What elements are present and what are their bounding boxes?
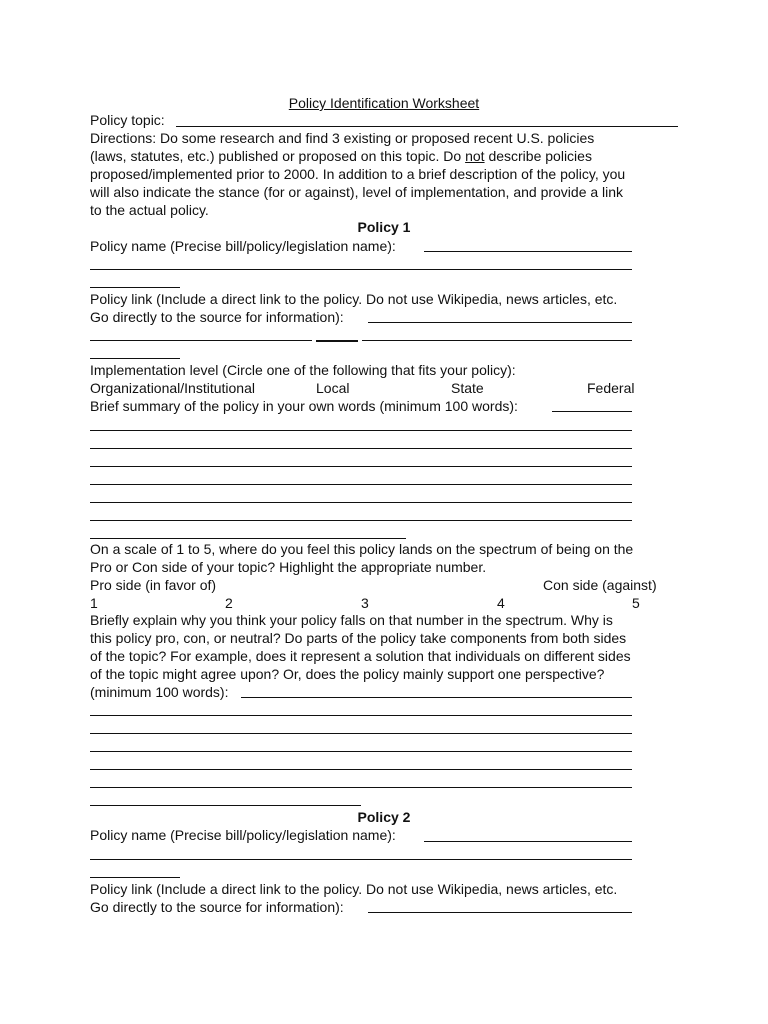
directions-not-emphasis: not bbox=[465, 148, 485, 164]
policy-1-implementation-label: Implementation level (Circle one of the following that fits your policy): bbox=[90, 362, 516, 378]
policy-1-link-blank[interactable] bbox=[368, 322, 632, 323]
directions-text: describe policies bbox=[484, 148, 592, 164]
level-option-federal[interactable]: Federal bbox=[587, 380, 635, 396]
explain-line-1: Briefly explain why you think your policy falls on that number in the spectrum. Why is bbox=[90, 612, 613, 628]
scale-option-2[interactable]: 2 bbox=[225, 595, 233, 611]
policy-1-link-blank[interactable] bbox=[90, 358, 180, 359]
level-option-local[interactable]: Local bbox=[316, 380, 350, 396]
policy-topic-label: Policy topic: bbox=[90, 112, 165, 128]
scale-option-3[interactable]: 3 bbox=[361, 595, 369, 611]
directions-line-5: to the actual policy. bbox=[90, 202, 209, 218]
level-option-state[interactable]: State bbox=[451, 380, 484, 396]
policy-2-heading: Policy 2 bbox=[357, 809, 411, 825]
explain-blank[interactable] bbox=[90, 787, 632, 788]
policy-topic-blank[interactable] bbox=[176, 126, 678, 127]
policy-1-name-blank[interactable] bbox=[90, 269, 632, 270]
explain-blank[interactable] bbox=[90, 751, 632, 752]
policy-1-link-blank[interactable] bbox=[362, 340, 632, 341]
explain-line-3: of the topic? For example, does it represent a solution that individuals on different sides bbox=[90, 648, 631, 664]
policy-1-summary-blank[interactable] bbox=[90, 502, 632, 503]
directions-line-3: proposed/implemented prior to 2000. In addition to a brief description of the policy, you bbox=[90, 166, 626, 182]
policy-2-link-label-line-2: Go directly to the source for information): bbox=[90, 899, 344, 915]
policy-1-link-label-line-1: Policy link (Include a direct link to the policy. Do not use Wikipedia, news articles, etc. bbox=[90, 291, 618, 307]
directions-line-2 bbox=[90, 147, 592, 165]
scale-question-line-2: Pro or Con side of your topic? Highlight the appropriate number. bbox=[90, 559, 487, 575]
policy-1-summary-blank[interactable] bbox=[90, 538, 406, 539]
policy-1-summary-blank[interactable] bbox=[552, 411, 632, 412]
policy-1-link-blank[interactable] bbox=[90, 340, 312, 341]
explain-blank[interactable] bbox=[90, 733, 632, 734]
policy-2-link-blank[interactable] bbox=[368, 912, 632, 913]
policy-1-name-label: Policy name (Precise bill/policy/legislation name): bbox=[90, 238, 396, 254]
explain-blank[interactable] bbox=[90, 805, 361, 806]
policy-1-link-label-line-2: Go directly to the source for information): bbox=[90, 309, 344, 325]
policy-1-summary-label: Brief summary of the policy in your own words (minimum 100 words): bbox=[90, 398, 518, 414]
directions-text: (laws, statutes, etc.) published or proposed on this topic. Do bbox=[90, 148, 466, 164]
explain-blank[interactable] bbox=[241, 697, 632, 698]
explain-line-4: of the topic might agree upon? Or, does the policy mainly support one perspective? bbox=[90, 666, 605, 682]
explain-blank[interactable] bbox=[90, 769, 632, 770]
policy-2-name-label: Policy name (Precise bill/policy/legislation name): bbox=[90, 827, 396, 843]
policy-2-name-blank[interactable] bbox=[90, 859, 632, 860]
pro-side-label: Pro side (in favor of) bbox=[90, 577, 217, 593]
policy-2-name-blank[interactable] bbox=[424, 841, 632, 842]
policy-2-name-blank[interactable] bbox=[90, 877, 180, 878]
scale-question-line-1: On a scale of 1 to 5, where do you feel this policy lands on the spectrum of being on the bbox=[90, 541, 634, 557]
scale-option-1[interactable]: 1 bbox=[90, 595, 98, 611]
directions-line-1: Directions: Do some research and find 3 existing or proposed recent U.S. policies bbox=[90, 130, 595, 146]
policy-1-link-blank[interactable] bbox=[316, 340, 358, 342]
explain-line-5: (minimum 100 words): bbox=[90, 684, 229, 700]
worksheet-title: Policy Identification Worksheet bbox=[288, 95, 480, 111]
scale-option-4[interactable]: 4 bbox=[497, 595, 505, 611]
policy-1-summary-blank[interactable] bbox=[90, 484, 632, 485]
scale-option-5[interactable]: 5 bbox=[632, 595, 640, 611]
con-side-label: Con side (against) bbox=[543, 577, 657, 593]
level-option-organizational[interactable]: Organizational/Institutional bbox=[90, 380, 255, 396]
policy-2-link-label-line-1: Policy link (Include a direct link to the policy. Do not use Wikipedia, news articles, etc. bbox=[90, 881, 618, 897]
explain-line-2: this policy pro, con, or neutral? Do parts of the policy take components from both sides bbox=[90, 630, 627, 646]
policy-1-summary-blank[interactable] bbox=[90, 430, 632, 431]
policy-1-name-blank[interactable] bbox=[424, 251, 632, 252]
policy-1-summary-blank[interactable] bbox=[90, 448, 632, 449]
policy-1-name-blank[interactable] bbox=[90, 287, 180, 288]
explain-blank[interactable] bbox=[90, 715, 632, 716]
policy-1-summary-blank[interactable] bbox=[90, 466, 632, 467]
policy-1-heading: Policy 1 bbox=[357, 219, 411, 235]
directions-line-4: will also indicate the stance (for or against), level of implementation, and provide a link bbox=[90, 184, 624, 200]
policy-1-summary-blank[interactable] bbox=[90, 520, 632, 521]
